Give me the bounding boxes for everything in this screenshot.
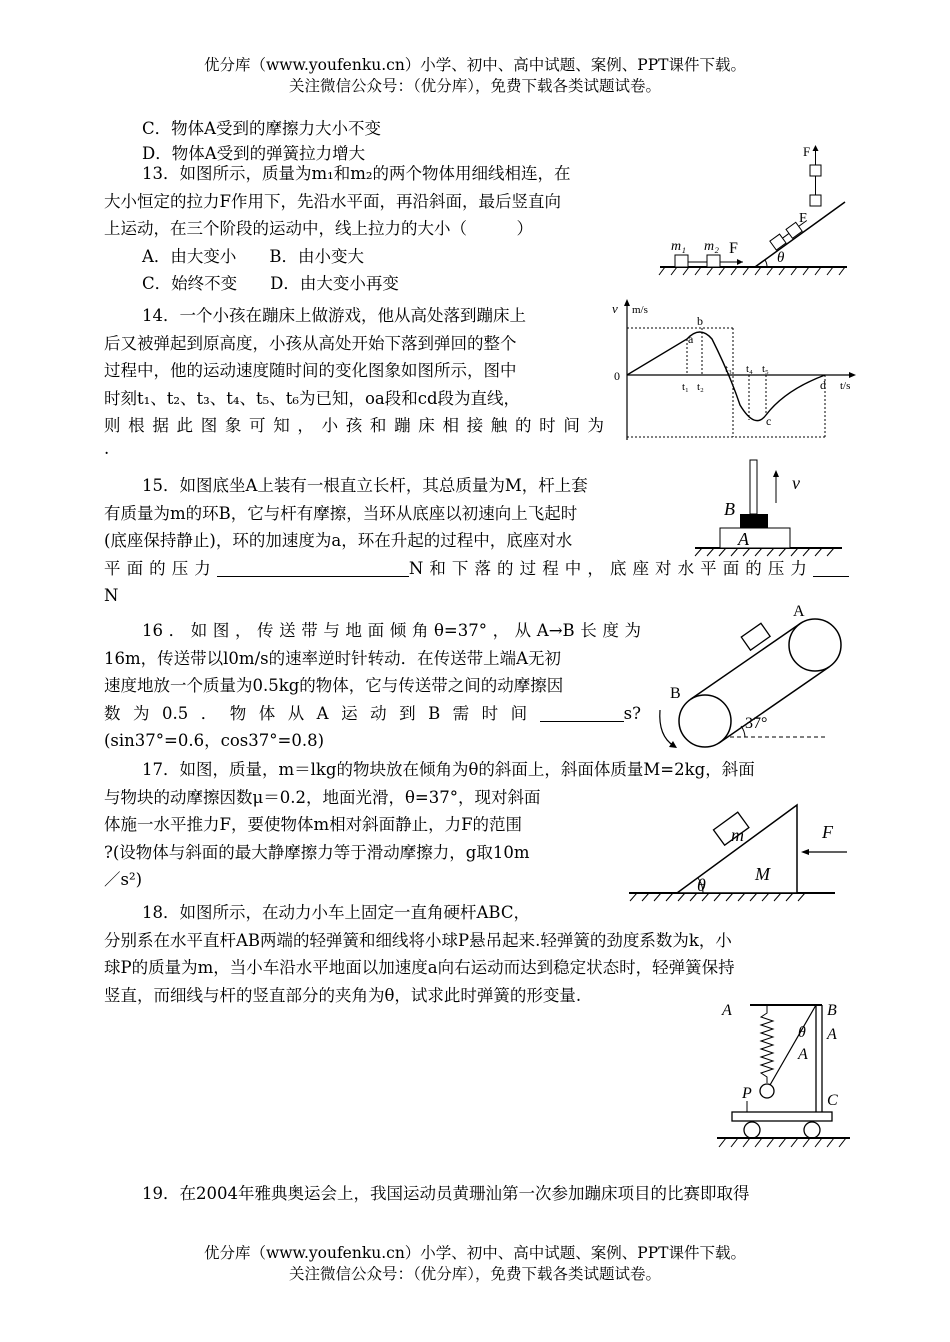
header-line-2: 关注微信公众号：（优分库），免费下载各类试题试卷。 [288,77,661,95]
q15-blank-rising [217,558,409,577]
q16-line-4 [104,700,641,728]
label-a: A [738,529,749,549]
q16-line-1: 16．如图，传送带与地面倾角θ=37°，从A→B长度为 [142,621,641,640]
label-theta: θ [777,250,785,266]
label-c: C [827,1092,838,1109]
q16-line-3: 速度地放一个质量为0.5kg的物体，它与传送带之间的动摩擦因 [104,676,564,695]
label-m: m [731,825,744,845]
block-m1 [675,255,688,267]
block-m2 [707,255,720,267]
tick-t2: t₂ [697,381,704,393]
tick-t3: t₃ [725,363,732,375]
tick-t5: t₅ [762,363,769,375]
q17-line-4: ?(设物体与斜面的最大静摩擦力等于滑动摩擦力，g取10m [104,842,530,862]
label-theta: θ [697,875,706,895]
question-13 [104,160,571,298]
q19-line-1: 19．在2004年雅典奥运会上，我国运动员黄珊汕第一次参加蹦床项目的比赛即取得 [142,1184,750,1203]
q18-line-3: 球P的质量为m，当小车沿水平地面以加速度a向右运动而达到稳定状态时，轻弹簧保持 [104,958,735,977]
header-line-1: 优分库（www.youfenku.cn）小学、初中、高中试题、案例、PPT课件下载。 [203,56,747,74]
label-m1: m₁ [671,239,686,254]
q13-figure [655,140,855,280]
point-c: c [766,414,772,428]
q12-option-d: D．物体A受到的弹簧拉力增大 [142,143,366,163]
label-f-vertical: F [803,144,811,159]
q13-line-3: 上运动，在三个阶段的运动中，线上拉力的大小（ ） [104,219,533,238]
question-14 [104,302,604,458]
q13-line-2: 大小恒定的拉力F作用下，先沿水平面，再沿斜面，最后竖直向 [104,191,561,211]
q15-line-3: (底座保持静止)，环的加速度为a，环在升起的过程中，底座对水 [104,531,573,550]
question-18 [104,899,735,1009]
q13-line-1: 13．如图所示，质量为m₁和m₂的两个物体用细线相连，在 [142,164,571,183]
q17-figure [625,795,850,907]
ground-hatch [695,548,834,556]
q18-figure [712,995,857,1165]
question-19 [104,1180,750,1208]
q15-line-1: 15．如图底坐A上装有一根直立长杆，其总质量为M，杆上套 [142,476,588,495]
label-angle: 37° [745,715,768,732]
q15-line-4-part-1: 平面的压力 [104,558,217,578]
footer-line-2: 关注微信公众号：（优分库），免费下载各类试题试卷。 [288,1265,661,1283]
q14-line-1: 14．一个小孩在蹦床上做游戏，他从高处落到蹦床上 [142,306,526,325]
v-axis-arrow-icon [624,299,630,306]
label-f: F [822,822,833,842]
t-axis-arrow-icon [849,372,856,378]
q12-option-c: C．物体A受到的摩擦力大小不变 [142,119,382,138]
q16-blank-time [540,703,624,722]
q14-line-6: . [104,438,110,458]
q18-line-2: 分别系在水平直杆AB两端的轻弹簧和细线将小球P悬吊起来.轻弹簧的劲度系数为k，小 [104,930,732,950]
q17-line-3: 体施一水平推力F，要使物体m相对斜面静止，力F的范围 [104,815,523,834]
string [770,1005,816,1085]
ball-p [760,1084,774,1098]
label-a-right: A [827,1026,837,1043]
car-body [732,1112,832,1121]
label-b: B [724,499,735,519]
q16-line-2: 16m，传送带以l0m/s的速率逆时针转动．在传送带上端A无初 [104,648,562,668]
question-12-options [104,115,381,165]
arrowhead-icon [737,259,743,265]
tick-t1: t₁ [682,381,689,393]
belt-lower [719,667,829,743]
question-16 [104,617,641,755]
page-header [0,55,950,97]
q17-line-5: ／s²) [104,870,143,889]
label-a: A [722,1002,732,1019]
q17-line-1: 17．如图，质量，m＝lkg的物块放在倾角为θ的斜面上，斜面体质量M=2kg，斜面 [142,760,755,779]
label-a-string: A [798,1046,808,1063]
label-b: B [670,685,681,702]
label-v: v [792,473,800,493]
q16-line-4-part-1: 数为0.5．物体从A运动到B需时间 [104,703,540,723]
q16-line-4-part-2: s? [623,703,641,723]
block [741,623,770,650]
q15-line-4-part-2: N和下落的过程中，底座对水平面的压力 [408,558,814,578]
rod [750,460,757,514]
tick-t4: t₄ [746,363,753,375]
q14-line-2: 后又被弹起到原高度，小孩从高处开始下落到弹回的整个 [104,333,517,353]
ground-hatch [659,267,845,275]
label-b: B [827,1002,837,1019]
q18-line-1: 18．如图所示，在动力小车上固定一直角硬杆ABC， [142,903,530,922]
rotation-arrow [660,710,674,746]
rotation-arrowhead-icon [669,741,677,748]
arrowhead-up-icon [813,145,819,151]
label-f-horizontal: F [729,240,738,257]
angle-arc [765,260,767,267]
force-arrowhead-icon [801,849,809,855]
footer-line-1: 优分库（www.youfenku.cn）小学、初中、高中试题、案例、PPT课件下载。 [203,1244,747,1262]
ground-hatch [719,1138,846,1147]
label-m2: m₂ [704,239,719,254]
label-a: A [793,603,805,620]
q15-line-2: 有质量为m的环B，它与杆有摩擦，当环从底座以初速向上飞起时 [104,503,578,523]
label-big-m: M [755,864,770,884]
label-p: P [742,1085,752,1102]
base-a [720,528,790,548]
ring-b [740,514,768,528]
v-label: v [612,301,618,316]
q16-line-5: (sin37°=0.6，cos37°=0.8) [104,731,325,750]
q18-line-4: 竖直，而细线与杆的竖直部分的夹角为θ，试求此时弹簧的形变量. [104,985,582,1005]
wheel-left [744,1122,760,1138]
label-f-incline: F [799,211,807,226]
point-b: b [697,314,703,328]
t-label: t/s [840,380,851,392]
q17-line-2: 与物块的动摩擦因数μ＝0.2，地面光滑，θ=37°，现对斜面 [104,787,541,807]
v-unit: m/s [632,304,648,316]
label-theta: θ [798,1024,806,1041]
q15-line-5: N [104,586,119,605]
q14-line-3: 过程中，他的运动速度随时间的变化图象如图所示，图中 [104,361,517,380]
q14-line-5: 则根据此图象可知，小孩和蹦床相接触的时间为 [104,416,604,435]
q14-vt-graph [610,295,865,445]
velocity-curve [627,332,825,421]
q13-options-ab: A．由大变小 B．由小变大 [142,246,365,266]
arrow-up-icon [773,470,779,477]
guide-lines [627,328,825,437]
q15-figure [690,455,850,563]
point-d: d [820,378,826,392]
wheel-right [804,1122,820,1138]
q13-options-cd: C．始终不变 D．由大变小再变 [142,274,399,293]
block-vertical-lower [810,195,821,206]
origin-label: 0 [614,369,620,383]
point-a: a [688,332,694,346]
q16-conveyor-figure [650,598,850,758]
block-vertical-upper [810,165,821,176]
spring [761,1005,773,1083]
q14-line-4: 时刻t₁、t₂、t₃、t₄、t₅、t₆为已知，oa段和cd段为直线， [104,388,521,408]
page-footer [0,1243,950,1285]
